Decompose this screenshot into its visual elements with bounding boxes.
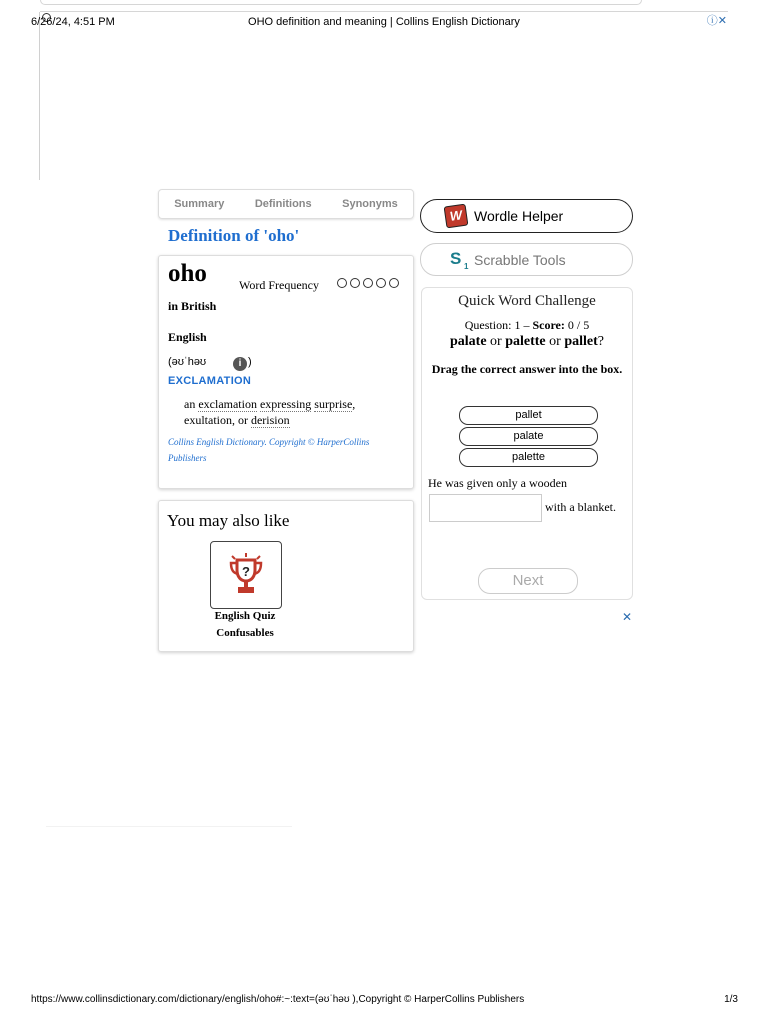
ad-close-icon[interactable]: ✕ xyxy=(622,610,633,624)
scrabble-tile-value: 1 xyxy=(464,262,469,271)
option-word: palette xyxy=(505,334,546,349)
top-frame-fragment xyxy=(40,0,642,5)
tab-definitions[interactable]: Definitions xyxy=(254,198,312,210)
answer-chip-pallet[interactable]: pallet xyxy=(459,406,598,425)
definition-heading: Definition of 'oho' xyxy=(168,226,300,245)
scrabble-tools-button[interactable] xyxy=(420,243,633,276)
language-label: English xyxy=(168,330,207,344)
quiz-tile[interactable] xyxy=(210,541,282,609)
wordle-icon: W xyxy=(444,204,469,229)
also-like-title: You may also like xyxy=(167,511,290,530)
pronunciation: (əʊˈhəʊ xyxy=(168,356,207,368)
frequency-dot-icon xyxy=(376,278,386,288)
answer-chip-palate[interactable]: palate xyxy=(459,427,598,446)
link-surprise[interactable]: surprise xyxy=(314,397,353,411)
print-url: https://www.collinsdictionary.com/dictionary/english/oho#:~:text=(əʊˈhəʊ ),Copyright © HarperCollins Publishers xyxy=(31,994,525,1005)
sentence-start: He was given only a wooden xyxy=(428,476,567,490)
info-icon[interactable]: i xyxy=(233,357,247,371)
part-of-speech: EXCLAMATION xyxy=(168,375,252,387)
challenge-progress xyxy=(422,318,632,333)
progress-dash: – xyxy=(523,318,530,332)
link-expressing[interactable]: expressing xyxy=(259,397,312,411)
frequency-dot-icon xyxy=(350,278,360,288)
option-word: pallet xyxy=(564,334,598,349)
tab-synonyms[interactable]: Synonyms xyxy=(342,198,398,210)
frequency-dot-icon xyxy=(337,278,347,288)
score-value: 0 / 5 xyxy=(567,318,590,332)
next-button[interactable]: Next xyxy=(478,568,578,594)
sentence-end: with a blanket. xyxy=(545,500,616,514)
definition-sense xyxy=(184,396,396,428)
copyright-link[interactable]: Collins English Dictionary. Copyright © HarperCollins Publishers xyxy=(168,437,370,463)
print-title: OHO definition and meaning | Collins English Dictionary xyxy=(248,16,520,28)
left-divider xyxy=(39,12,40,180)
headword: oho xyxy=(168,260,207,287)
frequency-dot-icon xyxy=(389,278,399,288)
or-word: or xyxy=(490,334,502,349)
quick-word-challenge xyxy=(421,287,633,600)
sense-word: an xyxy=(184,397,196,411)
question-mark: ? xyxy=(597,334,604,349)
quiz-title-line2[interactable]: Confusables xyxy=(216,627,274,639)
tab-summary[interactable]: Summary xyxy=(174,198,225,210)
ad-close-icon[interactable]: ⓘ✕ xyxy=(706,15,727,27)
answer-drop-box[interactable] xyxy=(429,494,542,522)
word-frequency-meter xyxy=(337,278,399,288)
wordle-helper-button[interactable] xyxy=(420,199,633,233)
svg-text:?: ? xyxy=(242,564,250,579)
question-label: Question: xyxy=(464,318,512,332)
word-frequency-label: Word Frequency xyxy=(239,278,320,292)
sense-word: exultation, or xyxy=(184,413,248,427)
trophy-question-icon xyxy=(226,552,266,598)
print-date: 6/26/24, 4:51 PM xyxy=(31,16,115,28)
or-word: or xyxy=(549,334,561,349)
sense-word: , xyxy=(352,397,356,411)
section-tabs xyxy=(158,189,414,219)
score-label: Score: xyxy=(532,318,565,332)
question-number: 1 xyxy=(514,318,521,332)
entry-card xyxy=(158,255,414,489)
scrabble-icon: S xyxy=(450,249,462,268)
challenge-title: Quick Word Challenge xyxy=(458,293,596,309)
frequency-dot-icon xyxy=(363,278,373,288)
link-exclamation[interactable]: exclamation xyxy=(198,397,257,411)
wordle-helper-label: Wordle Helper xyxy=(474,208,564,224)
answer-chip-palette[interactable]: palette xyxy=(459,448,598,467)
pronunciation-close: ) xyxy=(248,356,252,368)
challenge-options-text xyxy=(422,334,632,350)
also-like-card xyxy=(158,500,414,652)
scrabble-tools-label: Scrabble Tools xyxy=(474,252,566,268)
print-page-number: 1/3 xyxy=(724,994,738,1005)
challenge-instruction: Drag the correct answer into the box. xyxy=(431,362,623,376)
divider xyxy=(46,826,292,827)
quiz-title-line1[interactable]: English Quiz xyxy=(214,610,276,622)
link-derision[interactable]: derision xyxy=(250,413,290,427)
region-label: in British xyxy=(168,299,217,313)
top-divider xyxy=(40,11,728,12)
option-word: palate xyxy=(449,334,487,349)
